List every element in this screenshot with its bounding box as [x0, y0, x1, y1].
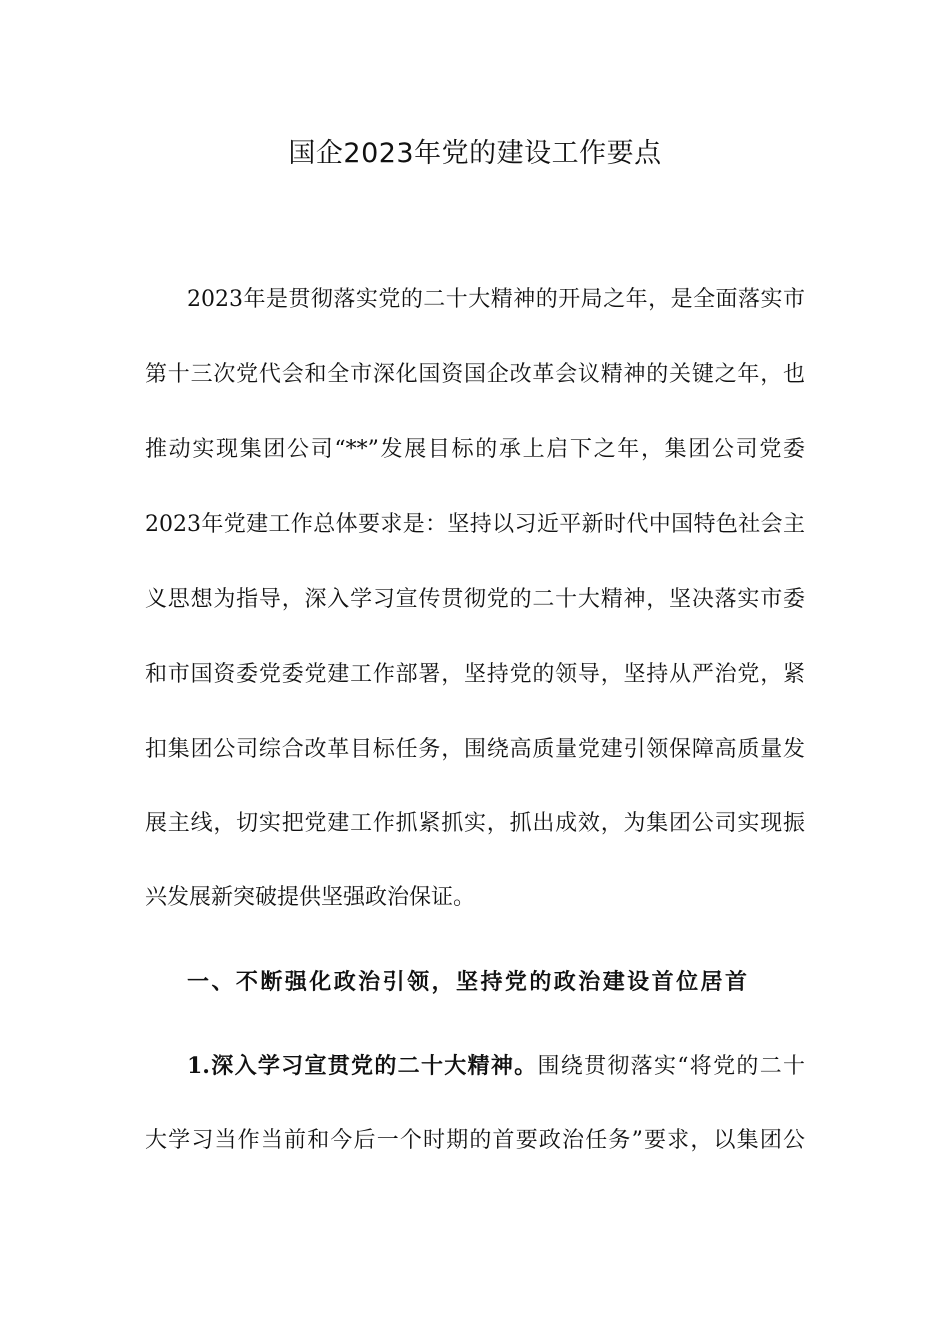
intro-line-6: 和市国资委党委党建工作部署，坚持党的领导，坚持从严治党，紧	[145, 662, 805, 687]
intro-line-4: 2023年党建工作总体要求是：坚持以习近平新时代中国特色社会主	[145, 512, 805, 537]
intro-line-7: 扣集团公司综合改革目标任务，围绕高质量党建引领保障高质量发	[145, 737, 805, 762]
item-1-bold-title: 1.深入学习宣贯党的二十大精神。	[187, 1053, 538, 1079]
section-1-heading: 一、不断强化政治引领，坚持党的政治建设首位居首	[187, 969, 747, 995]
intro-line-3: 推动实现集团公司“**”发展目标的承上启下之年，集团公司党委	[145, 437, 805, 462]
intro-line-5: 义思想为指导，深入学习宣传贯彻党的二十大精神，坚决落实市委	[145, 587, 805, 612]
intro-line-2: 第十三次党代会和全市深化国资国企改革会议精神的关键之年，也	[145, 362, 805, 387]
item-1-line-2: 大学习当作当前和今后一个时期的首要政治任务”要求，以集团公	[145, 1128, 805, 1153]
intro-line-9: 兴发展新突破提供坚强政治保证。	[145, 885, 476, 910]
item-1-text: 围绕贯彻落实“将党的二十	[537, 1054, 805, 1079]
document-title: 国企2023年党的建设工作要点	[288, 138, 662, 169]
item-1-line-1	[187, 1048, 805, 1085]
intro-line-8: 展主线，切实把党建工作抓紧抓实，抓出成效，为集团公司实现振	[145, 811, 805, 836]
intro-line-1: 2023年是贯彻落实党的二十大精神的开局之年，是全面落实市	[187, 287, 805, 312]
